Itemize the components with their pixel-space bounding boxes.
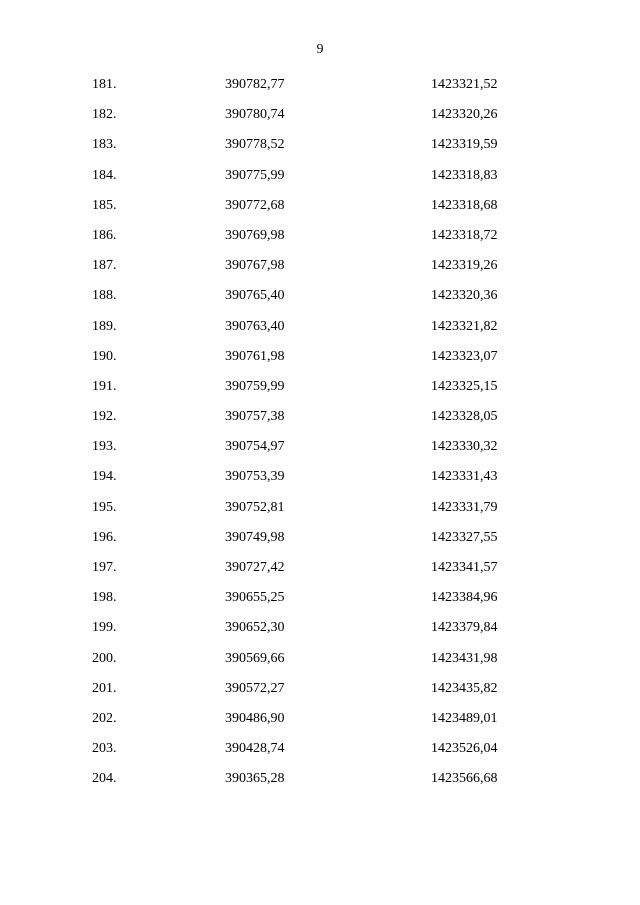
point-number: 203. — [92, 741, 117, 757]
y-coordinate: 1423435,82 — [431, 680, 498, 696]
point-number: 192. — [92, 409, 117, 425]
point-number: 186. — [92, 227, 117, 243]
table-row — [0, 407, 640, 437]
table-row — [0, 226, 640, 256]
y-coordinate: 1423331,43 — [431, 469, 498, 485]
point-number: 183. — [92, 137, 117, 153]
table-row — [0, 105, 640, 135]
coordinate-table — [0, 75, 640, 800]
table-row — [0, 679, 640, 709]
y-coordinate: 1423526,04 — [431, 741, 498, 757]
x-coordinate: 390752,81 — [225, 499, 285, 515]
point-number: 185. — [92, 197, 117, 213]
y-coordinate: 1423384,96 — [431, 590, 498, 606]
y-coordinate: 1423489,01 — [431, 710, 498, 726]
point-number: 204. — [92, 771, 117, 787]
y-coordinate: 1423318,72 — [431, 227, 498, 243]
x-coordinate: 390655,25 — [225, 590, 285, 606]
table-row — [0, 739, 640, 769]
point-number: 195. — [92, 499, 117, 515]
point-number: 194. — [92, 469, 117, 485]
y-coordinate: 1423323,07 — [431, 348, 498, 364]
point-number: 188. — [92, 288, 117, 304]
y-coordinate: 1423320,26 — [431, 107, 498, 123]
table-row — [0, 588, 640, 618]
point-number: 199. — [92, 620, 117, 636]
y-coordinate: 1423328,05 — [431, 409, 498, 425]
x-coordinate: 390761,98 — [225, 348, 285, 364]
point-number: 187. — [92, 258, 117, 274]
y-coordinate: 1423325,15 — [431, 378, 498, 394]
table-row — [0, 347, 640, 377]
y-coordinate: 1423318,68 — [431, 197, 498, 213]
x-coordinate: 390759,99 — [225, 378, 285, 394]
x-coordinate: 390780,74 — [225, 107, 285, 123]
y-coordinate: 1423321,52 — [431, 77, 498, 92]
x-coordinate: 390753,39 — [225, 469, 285, 485]
y-coordinate: 1423318,83 — [431, 167, 498, 183]
point-number: 202. — [92, 710, 117, 726]
table-row — [0, 649, 640, 679]
y-coordinate: 1423566,68 — [431, 771, 498, 787]
x-coordinate: 390769,98 — [225, 227, 285, 243]
y-coordinate: 1423330,32 — [431, 439, 498, 455]
y-coordinate: 1423319,59 — [431, 137, 498, 153]
y-coordinate: 1423320,36 — [431, 288, 498, 304]
x-coordinate: 390782,77 — [225, 77, 285, 92]
x-coordinate: 390767,98 — [225, 258, 285, 274]
x-coordinate: 390572,27 — [225, 680, 285, 696]
point-number: 182. — [92, 107, 117, 123]
y-coordinate: 1423431,98 — [431, 650, 498, 666]
x-coordinate: 390727,42 — [225, 560, 285, 575]
x-coordinate: 390778,52 — [225, 137, 285, 153]
table-row — [0, 709, 640, 739]
y-coordinate: 1423321,82 — [431, 318, 498, 334]
point-number: 193. — [92, 439, 117, 455]
y-coordinate: 1423319,26 — [431, 258, 498, 274]
x-coordinate: 390772,68 — [225, 197, 285, 213]
page-number: 9 — [316, 42, 324, 57]
point-number: 200. — [92, 650, 117, 666]
table-row — [0, 377, 640, 407]
x-coordinate: 390486,90 — [225, 710, 285, 726]
table-row — [0, 769, 640, 799]
y-coordinate: 1423379,84 — [431, 620, 498, 636]
point-number: 197. — [92, 560, 117, 575]
x-coordinate: 390775,99 — [225, 167, 285, 183]
point-number: 181. — [92, 77, 117, 92]
x-coordinate: 390749,98 — [225, 529, 285, 545]
table-row — [0, 467, 640, 497]
table-row — [0, 437, 640, 467]
point-number: 191. — [92, 378, 117, 394]
x-coordinate: 390652,30 — [225, 620, 285, 636]
table-row — [0, 528, 640, 558]
x-coordinate: 390365,28 — [225, 771, 285, 787]
x-coordinate: 390428,74 — [225, 741, 285, 757]
table-row — [0, 317, 640, 347]
table-row — [0, 618, 640, 648]
table-row — [0, 135, 640, 165]
table-row — [0, 256, 640, 286]
x-coordinate: 390754,97 — [225, 439, 285, 455]
point-number: 190. — [92, 348, 117, 364]
x-coordinate: 390569,66 — [225, 650, 285, 666]
table-row — [0, 498, 640, 528]
x-coordinate: 390757,38 — [225, 409, 285, 425]
table-row — [0, 286, 640, 316]
table-row — [0, 166, 640, 196]
point-number: 184. — [92, 167, 117, 183]
point-number: 189. — [92, 318, 117, 334]
table-row — [0, 75, 640, 105]
x-coordinate: 390763,40 — [225, 318, 285, 334]
point-number: 196. — [92, 529, 117, 545]
y-coordinate: 1423327,55 — [431, 529, 498, 545]
point-number: 201. — [92, 680, 117, 696]
y-coordinate: 1423331,79 — [431, 499, 498, 515]
point-number: 198. — [92, 590, 117, 606]
table-row — [0, 196, 640, 226]
y-coordinate: 1423341,57 — [431, 560, 498, 575]
x-coordinate: 390765,40 — [225, 288, 285, 304]
table-row — [0, 558, 640, 588]
